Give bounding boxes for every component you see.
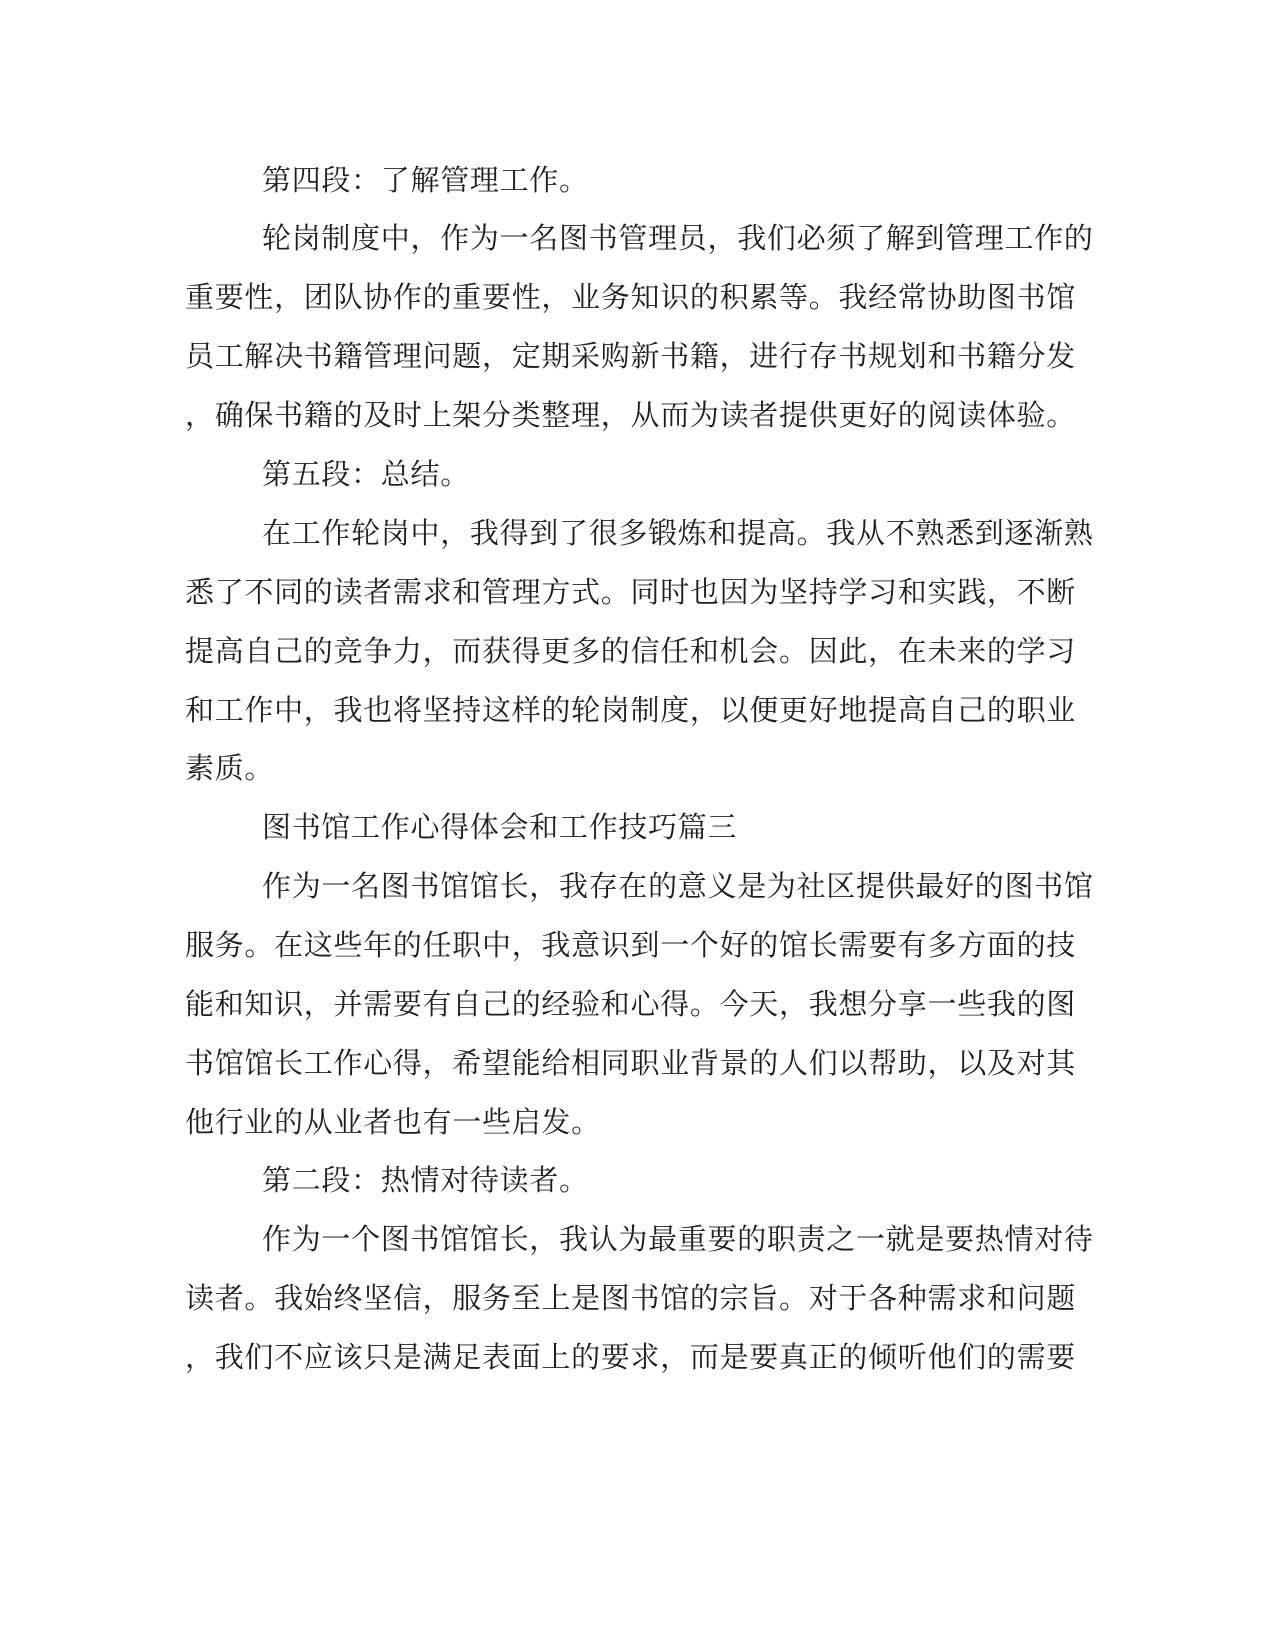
paragraph-line: 员工解决书籍管理问题，定期采购新书籍，进行存书规划和书籍分发 <box>185 339 1077 373</box>
paragraph-line: 悉了不同的读者需求和管理方式。同时也因为坚持学习和实践，不断 <box>185 575 1077 609</box>
paragraph-line: 作为一个图书馆馆长，我认为最重要的职责之一就是要热情对待 <box>262 1222 1094 1256</box>
paragraph-line: 轮岗制度中，作为一名图书管理员，我们必须了解到管理工作的 <box>262 221 1094 255</box>
paragraph-line: 提高自己的竞争力，而获得更多的信任和机会。因此，在未来的学习 <box>185 634 1077 668</box>
paragraph-line: 重要性，团队协作的重要性，业务知识的积累等。我经常协助图书馆 <box>185 280 1077 314</box>
paragraph-line: 他行业的从业者也有一些启发。 <box>185 1105 601 1139</box>
paragraph-line: 和工作中，我也将坚持这样的轮岗制度，以便更好地提高自己的职业 <box>185 693 1077 727</box>
paragraph-line: 能和知识，并需要有自己的经验和心得。今天，我想分享一些我的图 <box>185 987 1077 1021</box>
paragraph-line: 作为一名图书馆馆长，我存在的意义是为社区提供最好的图书馆 <box>262 869 1094 903</box>
paragraph-line: 服务。在这些年的任职中，我意识到一个好的馆长需要有多方面的技 <box>185 928 1077 962</box>
paragraph-line: ，我们不应该只是满足表面上的要求，而是要真正的倾听他们的需要 <box>185 1340 1077 1374</box>
paragraph-line: 在工作轮岗中，我得到了很多锻炼和提高。我从不熟悉到逐渐熟 <box>262 516 1094 550</box>
section-heading-5: 第五段：总结。 <box>262 457 470 491</box>
article-title: 图书馆工作心得体会和工作技巧篇三 <box>262 810 738 844</box>
paragraph-line: 书馆馆长工作心得，希望能给相同职业背景的人们以帮助，以及对其 <box>185 1046 1077 1080</box>
section-heading-2: 第二段：热情对待读者。 <box>262 1163 589 1197</box>
paragraph-line: 素质。 <box>185 751 275 785</box>
section-heading-4: 第四段：了解管理工作。 <box>262 163 589 197</box>
paragraph-line: 读者。我始终坚信，服务至上是图书馆的宗旨。对于各种需求和问题 <box>185 1281 1077 1315</box>
paragraph-line: ，确保书籍的及时上架分类整理，从而为读者提供更好的阅读体验。 <box>185 398 1077 432</box>
